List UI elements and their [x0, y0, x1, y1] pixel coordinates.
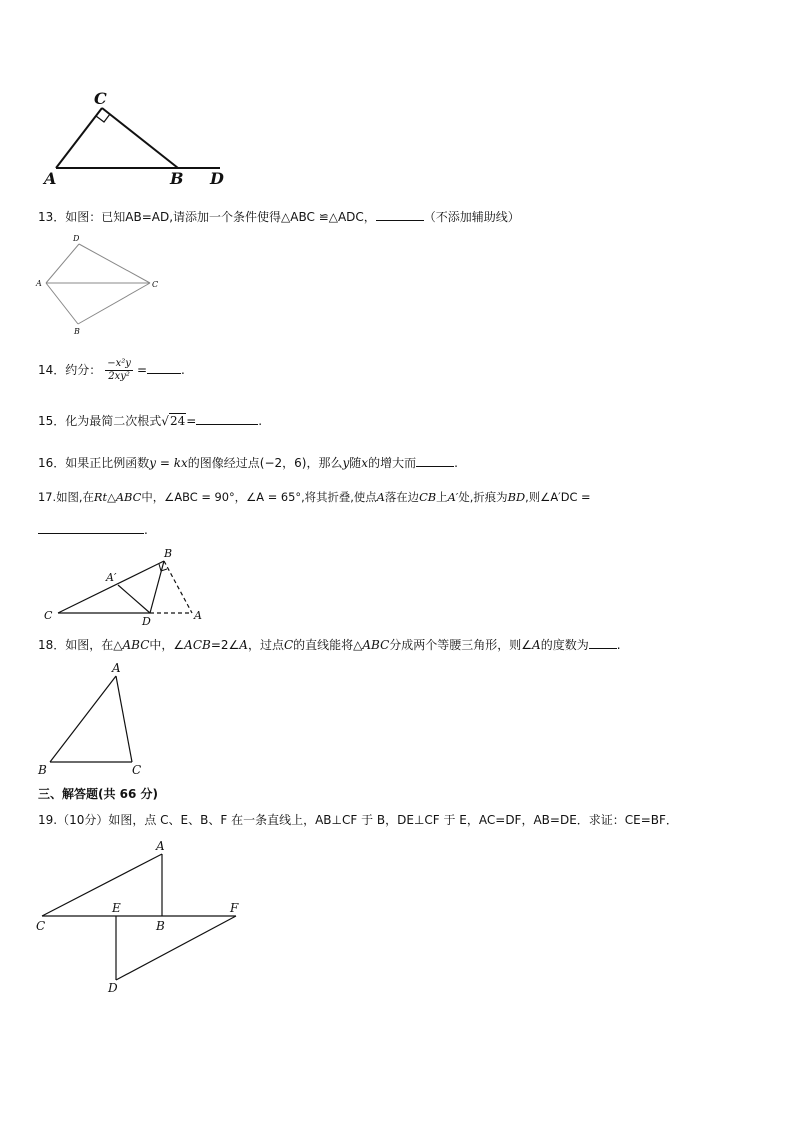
figure-q19: [34, 838, 254, 998]
question-14: [38, 358, 185, 383]
q18-text7: 的度数为: [540, 638, 589, 652]
q18-a2: A: [532, 638, 541, 652]
q16-text: 16．如果正比例函数: [38, 456, 150, 470]
figure-q13-kite: [34, 232, 164, 337]
q15-eq: =: [186, 414, 197, 428]
q16-x: x: [361, 456, 369, 470]
q14-end: .: [181, 363, 185, 377]
question-17-line2: [38, 521, 148, 538]
q13-text: 13．如图：已知AB=AD,请添加一个条件使得△ABC ≌△ADC，: [38, 210, 376, 224]
q16-end: .: [454, 456, 458, 470]
q17-mid5: 处,折痕为: [458, 490, 508, 504]
q19-fig-b: B: [156, 919, 165, 933]
q17-bd: BD: [507, 490, 526, 504]
q14-blank: [147, 361, 181, 374]
q13-blank: [376, 208, 424, 221]
q18-text5: 的直线能将△: [293, 638, 363, 652]
q17-a: A: [376, 490, 385, 504]
question-15: [38, 412, 262, 429]
q17-mid3: 落在边: [384, 490, 420, 504]
q16-y: y: [342, 456, 350, 470]
q18-text4: ，过点: [247, 638, 284, 652]
q13-suffix: （不添加辅助线）: [423, 210, 520, 224]
q18-blank: [589, 636, 617, 649]
q13-label-b: B: [74, 327, 80, 336]
q15-end: .: [258, 414, 263, 428]
question-16: [38, 454, 458, 471]
q15-sqrt: √24: [161, 414, 186, 428]
label-a: A: [44, 169, 57, 188]
q19-fig-c: C: [36, 919, 46, 933]
q17-blank: [38, 521, 144, 534]
q18-acb: ACB: [184, 638, 211, 652]
q14-numerator: −x²y: [107, 358, 131, 369]
q16-mid2: 随: [349, 456, 362, 470]
q13-label-d: D: [73, 234, 80, 243]
label-c: C: [94, 89, 107, 108]
label-b: B: [170, 169, 184, 188]
q13-label-c: C: [152, 280, 159, 289]
q15-radicand: 24: [169, 414, 186, 428]
q15-text: 15．化为最简二次根式: [38, 414, 162, 428]
question-13: [38, 208, 520, 225]
figure-q17-fold: [40, 545, 210, 630]
q17-mid4: 上: [436, 490, 448, 504]
q18-abc2: ABC: [362, 638, 390, 652]
figure-q18-triangle: [34, 660, 154, 780]
q17-line1: 17.如图,在: [38, 490, 94, 504]
q19-fig-f: F: [230, 901, 239, 915]
q18-text3: =2∠: [210, 638, 240, 652]
question-18: [38, 636, 621, 653]
q15-blank: [196, 412, 258, 425]
q18-text6: 分成两个等腰三角形，则∠: [389, 638, 533, 652]
q18-c: C: [283, 638, 294, 652]
question-17: [38, 489, 591, 505]
figure-triangle-acbd: [40, 88, 240, 188]
q13-label-a: A: [36, 279, 42, 288]
q16-mid: 的图像经过点(−2，6)，那么: [187, 456, 343, 470]
q14-eq: =: [136, 363, 148, 377]
q17-fig-b: B: [164, 547, 173, 560]
q18-fig-b: B: [38, 763, 47, 777]
q17-fig-a: A: [194, 609, 202, 622]
q17-fig-d: D: [142, 615, 151, 628]
q17-end: .: [144, 523, 148, 537]
q19-fig-e: E: [112, 901, 121, 915]
q17-ap: A′: [447, 490, 459, 504]
q14-denominator: 2xy²: [108, 371, 130, 382]
q16-blank: [416, 454, 454, 467]
q14-text: 14．约分：: [38, 363, 102, 377]
q17-fig-c: C: [44, 609, 53, 622]
q18-fig-a: A: [112, 661, 121, 675]
q19-fig-a: A: [156, 839, 165, 853]
q17-mid2: ,将其折叠,使点: [301, 490, 377, 504]
q16-func: y = kx: [149, 456, 188, 470]
q18-abc: ABC: [122, 638, 150, 652]
q18-text1: 18．如图，在△: [38, 638, 123, 652]
q19-fig-d: D: [108, 981, 118, 995]
q17-mid1: 中，∠ABC = 90°，∠A = 65°: [141, 490, 302, 504]
q19-text: 19.（10分）如图，点 C、E、B、F 在一条直线上，AB⊥CF 于 B，DE⊥CF 于 E，AC=DF，AB=DE．求证：CE=BF．: [38, 813, 678, 827]
q17-rt: Rt△ABC: [93, 490, 142, 504]
q18-a: A: [239, 638, 248, 652]
q18-fig-c: C: [132, 763, 142, 777]
label-d: D: [210, 169, 224, 188]
q16-mid3: 的增大而: [368, 456, 417, 470]
question-19: [38, 812, 678, 828]
q18-text2: 中，∠: [149, 638, 185, 652]
q18-end: .: [616, 638, 621, 652]
q17-cb: CB: [419, 490, 437, 504]
q17-mid6: ,则∠A′DC =: [525, 490, 591, 504]
q14-fraction: [105, 358, 133, 383]
section-3-title: 三、解答题(共 66 分): [38, 787, 159, 801]
q17-fig-ap: A′: [106, 571, 117, 584]
